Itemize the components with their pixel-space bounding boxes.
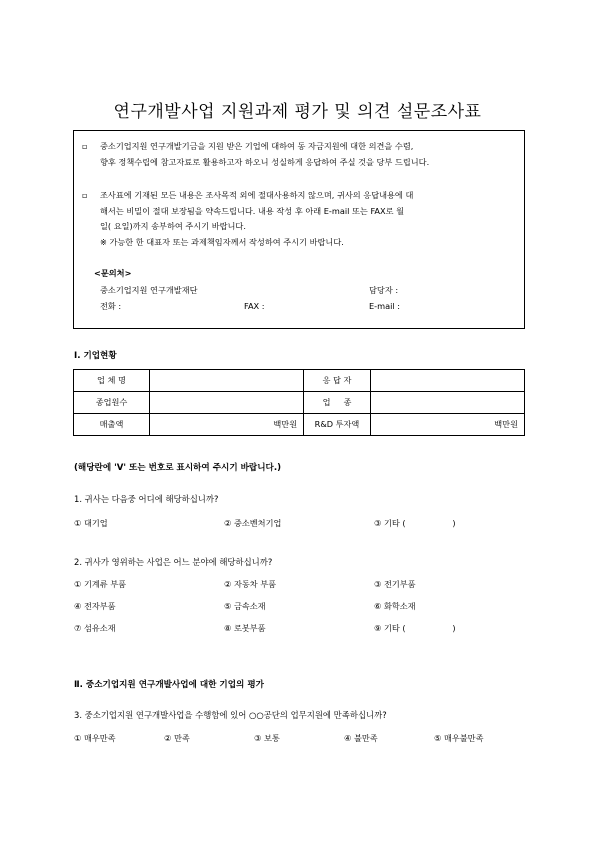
label-company-name: 업 체 명: [74, 370, 150, 392]
q3-option-very-satisfied[interactable]: ① 매우만족: [74, 733, 116, 743]
notice-bullet-2: [82, 188, 522, 250]
contact-email: E-mail :: [369, 301, 401, 311]
contact-fax: FAX :: [244, 301, 265, 311]
q2-option-machinery[interactable]: ① 기계류 부품: [74, 579, 127, 589]
question-3: 3. 중소기업지원 연구개발사업을 수행함에 있어 ○○공단의 업무지원에 만족하십니까?: [74, 710, 387, 720]
q1-option-sme-venture[interactable]: ② 중소벤처기업: [224, 518, 282, 528]
sales-unit: 백만원: [273, 419, 298, 429]
notice-box: [73, 130, 525, 329]
contact-phone: 전화 :: [100, 301, 122, 311]
q2-option-chemical[interactable]: ⑥ 화학소재: [374, 601, 416, 611]
q2-option-electronic[interactable]: ④ 전자부품: [74, 601, 116, 611]
table-row: [74, 414, 525, 436]
q2-option-textile[interactable]: ⑦ 섬유소재: [74, 623, 116, 633]
section-heading-company-status: Ⅰ. 기업현황: [74, 351, 117, 361]
sales-field[interactable]: [150, 414, 304, 436]
notice-line: 해서는 비밀이 절대 보장됨을 약속드립니다. 내용 작성 후 아래 E-mail 또는 FAX로 월: [100, 205, 405, 216]
label-sales: 매출액: [74, 414, 150, 436]
q3-option-satisfied[interactable]: ② 만족: [164, 733, 190, 743]
notice-line: 조사표에 기재된 모든 내용은 조사목적 외에 절대사용하지 않으며, 귀사의 응답내용에 대: [100, 190, 414, 200]
rnd-unit: 백만원: [494, 419, 518, 429]
contact-manager: 담당자 :: [369, 285, 399, 295]
label-employees: 종업원수: [74, 392, 150, 414]
notice-line: 향후 정책수립에 참고자료로 활용하고자 하오니 성실하게 응답하여 주실 것을 당부 드립니다.: [100, 156, 430, 167]
notice-line: 일( 요일)까지 송부하여 주시기 바랍니다.: [100, 221, 246, 231]
instruction-text: (해당란에 'V' 또는 번호로 표시하여 주시기 바랍니다.): [74, 463, 282, 473]
q2-option-metal[interactable]: ⑤ 금속소재: [224, 601, 266, 611]
q1-option-other[interactable]: ③ 기타 ( ): [374, 518, 456, 528]
industry-field[interactable]: [370, 392, 524, 414]
q1-option-large-company[interactable]: ① 대기업: [74, 518, 108, 528]
q2-option-robot[interactable]: ⑧ 로봇부품: [224, 623, 266, 633]
notice-line: ※ 가능한 한 대표자 또는 과제책임자께서 작성하여 주시기 바랍니다.: [100, 236, 344, 247]
notice-bullet-1: [82, 139, 522, 170]
company-name-field[interactable]: [150, 370, 304, 392]
q2-option-auto[interactable]: ② 자동차 부품: [224, 579, 277, 589]
label-industry: 업 종: [304, 392, 371, 414]
employees-field[interactable]: [150, 392, 304, 414]
bullet-mark-icon: ▫: [82, 141, 88, 151]
contact-title: <문의처>: [94, 268, 132, 278]
notice-line: 중소기업지원 연구개발기금을 지원 받은 기업에 대하여 동 자금지원에 대한 의견을 수렴,: [100, 141, 414, 151]
section-heading-evaluation: Ⅱ. 중소기업지원 연구개발사업에 대한 기업의 평가: [74, 680, 264, 690]
label-respondent: 응 답 자: [304, 370, 371, 392]
q3-option-dissatisfied[interactable]: ④ 불만족: [344, 733, 378, 743]
contact-org: 중소기업지원 연구개발재단: [100, 285, 198, 295]
table-row: [74, 370, 525, 392]
q3-option-very-dissatisfied[interactable]: ⑤ 매우불만족: [434, 733, 484, 743]
q3-option-neutral[interactable]: ③ 보통: [254, 733, 280, 743]
question-2: 2. 귀사가 영위하는 사업은 어느 분야에 해당하십니까?: [74, 557, 273, 567]
q2-option-electric[interactable]: ③ 전기부품: [374, 579, 416, 589]
table-row: [74, 392, 525, 414]
question-1: 1. 귀사는 다음중 어디에 해당하십니까?: [74, 494, 219, 504]
respondent-field[interactable]: [370, 370, 524, 392]
company-info-table: [73, 369, 525, 436]
bullet-mark-icon: ▫: [82, 190, 88, 200]
rnd-investment-field[interactable]: [370, 414, 524, 436]
q2-option-other[interactable]: ⑨ 기타 ( ): [374, 623, 456, 633]
document-title: 연구개발사업 지원과제 평가 및 의견 설문조사표: [113, 102, 482, 122]
label-rnd-investment: R&D 투자액: [304, 414, 371, 436]
